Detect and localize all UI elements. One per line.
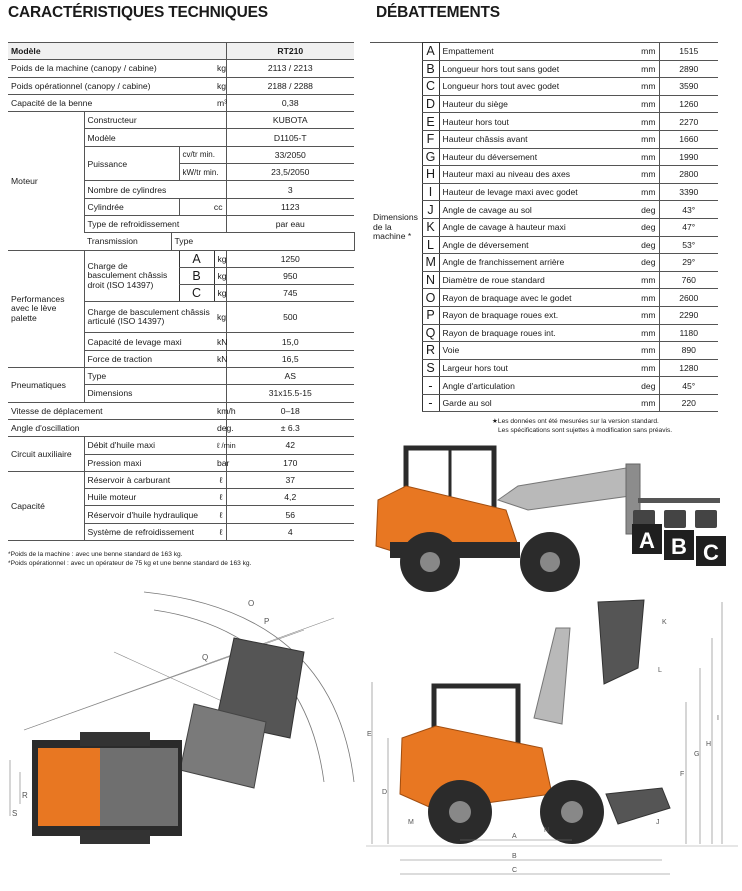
spec-label: Poids opérationnel (canopy / cabine) <box>8 77 214 94</box>
dim-label: B <box>512 853 517 860</box>
spec-value: par eau <box>226 215 354 232</box>
note: ★Les données ont été mesurées sur la version standard. <box>492 418 659 425</box>
dim-letter: L <box>422 236 439 254</box>
dim-label: G <box>694 751 700 758</box>
dim-letter: O <box>422 289 439 307</box>
dim-value: 220 <box>659 394 718 412</box>
dim-value: 1180 <box>659 324 718 342</box>
table-row <box>370 306 718 324</box>
spec-label: Angle d'oscillation <box>8 419 214 436</box>
spec-unit: ℓ /min <box>214 437 226 454</box>
table-row <box>370 394 718 412</box>
table-row <box>370 78 718 96</box>
spec-value: 1250 <box>226 250 354 267</box>
spec-label: Vitesse de déplacement <box>8 402 214 419</box>
dim-label: Voie <box>439 342 621 360</box>
footnote: *Poids de la machine : avec une benne standard de 163 kg. <box>8 551 183 558</box>
table-row <box>370 43 718 61</box>
dim-label: Diamètre de roue standard <box>439 271 621 289</box>
dim-label: Hauteur maxi au niveau des axes <box>439 166 621 184</box>
dim-letter: R <box>422 342 439 360</box>
dim-letter: N <box>422 271 439 289</box>
footnotes <box>8 551 251 568</box>
dim-label: Angle de franchissement arrière <box>439 254 621 272</box>
dim-value: 760 <box>659 271 718 289</box>
model-label: Modèle <box>8 43 226 60</box>
dim-unit: mm <box>621 43 659 61</box>
table-row <box>370 183 718 201</box>
dim-label: E <box>367 731 372 738</box>
specs-table <box>8 42 354 541</box>
dim-value: 2290 <box>659 306 718 324</box>
table-row <box>8 60 354 77</box>
spec-unit: kg <box>214 285 226 302</box>
spec-label: Poids de la machine (canopy / cabine) <box>8 60 214 77</box>
group-label: Circuit auxiliaire <box>8 437 84 472</box>
table-row <box>8 368 354 385</box>
spec-value: 37 <box>226 471 354 488</box>
dim-label: Rayon de braquage roues ext. <box>439 306 621 324</box>
spec-unit: cv/tr min. <box>179 146 226 163</box>
load-letter: B <box>179 267 214 284</box>
dim-unit: mm <box>621 95 659 113</box>
dim-unit: deg <box>621 377 659 395</box>
dim-unit: mm <box>621 60 659 78</box>
dim-value: 53° <box>659 236 718 254</box>
loader-pallet-fork-figure <box>368 438 734 598</box>
table-row <box>8 402 354 419</box>
dim-label: Largeur hors tout <box>439 359 621 377</box>
spec-unit: kN <box>214 350 226 367</box>
dim-unit: deg <box>621 201 659 219</box>
table-row <box>8 471 354 488</box>
spec-label: Force de traction <box>84 350 214 367</box>
table-row <box>8 250 354 267</box>
group-label: Performances avec le lève palette <box>8 250 84 367</box>
table-row <box>370 95 718 113</box>
dim-label: F <box>680 771 685 778</box>
table-row <box>8 437 354 454</box>
dim-unit: mm <box>621 166 659 184</box>
dim-label: Hauteur de levage maxi avec godet <box>439 183 621 201</box>
spec-unit: kW/tr min. <box>179 164 226 181</box>
dim-value: 890 <box>659 342 718 360</box>
group-label: Dimensions de la machine * <box>373 212 418 242</box>
spec-label: Type de refroidissement <box>84 215 226 232</box>
spec-unit: deg. <box>214 419 226 436</box>
spec-label: Constructeur <box>84 112 226 129</box>
dim-letter: S <box>422 359 439 377</box>
dim-label: R <box>22 791 28 800</box>
spec-label: Pression maxi <box>84 454 214 471</box>
spec-unit: kg <box>214 250 226 267</box>
dim-value: 47° <box>659 218 718 236</box>
spec-label: Capacité de levage maxi <box>84 333 214 350</box>
dim-value: 1990 <box>659 148 718 166</box>
spec-value: 745 <box>226 285 354 302</box>
table-row <box>8 94 354 111</box>
dim-letter: G <box>422 148 439 166</box>
dim-value: 2600 <box>659 289 718 307</box>
spec-label: Capacité de la benne <box>8 94 214 111</box>
table-row <box>370 342 718 360</box>
spec-unit: kN <box>214 333 226 350</box>
table-row <box>370 130 718 148</box>
group-label: Pneumatiques <box>8 368 84 403</box>
dim-label: O <box>248 599 255 608</box>
dimension-notes <box>492 418 672 435</box>
spec-label: Réservoir à carburant <box>84 471 214 488</box>
dim-unit: mm <box>621 271 659 289</box>
table-row <box>370 60 718 78</box>
dim-value: 1280 <box>659 359 718 377</box>
page-title-dimensions: DÉBATTEMENTS <box>376 4 500 21</box>
dim-value: 2270 <box>659 113 718 131</box>
dim-letter: F <box>422 130 439 148</box>
dim-unit: mm <box>621 306 659 324</box>
dim-label: Garde au sol <box>439 394 621 412</box>
table-row <box>8 77 354 94</box>
table-row <box>370 289 718 307</box>
dim-value: 2890 <box>659 60 718 78</box>
dim-value: 45° <box>659 377 718 395</box>
dim-letter: - <box>422 394 439 412</box>
dim-label: Empattement <box>439 43 621 61</box>
dim-label: D <box>382 789 388 796</box>
dim-value: 3590 <box>659 78 718 96</box>
dim-label: P <box>264 617 270 626</box>
spec-value: 500 <box>226 302 354 333</box>
dim-unit: mm <box>621 113 659 131</box>
spec-unit: ℓ <box>214 506 226 523</box>
dim-value: 1660 <box>659 130 718 148</box>
dim-value: 2800 <box>659 166 718 184</box>
dimensions-table <box>370 42 718 412</box>
spec-value: 15,0 <box>226 333 354 350</box>
load-letter: C <box>179 285 214 302</box>
spec-label: Type <box>84 368 226 385</box>
model-value: RT210 <box>226 43 354 60</box>
dim-unit: mm <box>621 289 659 307</box>
table-row <box>370 166 718 184</box>
dim-letter: H <box>422 166 439 184</box>
dim-letter: E <box>422 113 439 131</box>
table-row <box>370 377 718 395</box>
table-row <box>370 236 718 254</box>
table-row <box>8 43 354 60</box>
table-row <box>8 419 354 436</box>
dim-letter: D <box>422 95 439 113</box>
dim-unit: mm <box>621 359 659 377</box>
side-dimensions-figure <box>366 598 738 884</box>
dim-unit: mm <box>621 394 659 412</box>
spec-unit: kg <box>214 77 226 94</box>
dim-label: Angle de cavage à hauteur maxi <box>439 218 621 236</box>
spec-label: Puissance <box>84 146 179 181</box>
spec-unit: m³ <box>214 94 226 111</box>
spec-value: 31x15.5-15 <box>226 385 354 402</box>
table-row <box>370 201 718 219</box>
spec-label: Charge de basculement châssis droit (ISO 14397) <box>84 250 179 302</box>
spec-value: 2188 / 2288 <box>226 77 354 94</box>
dim-label: Hauteur du siège <box>439 95 621 113</box>
spec-label: Modèle <box>84 129 226 146</box>
dim-label: A <box>512 833 517 840</box>
dim-letter: B <box>422 60 439 78</box>
dim-label: Hauteur du déversement <box>439 148 621 166</box>
spec-label: Cylindrée <box>84 198 179 215</box>
dim-label: I <box>717 715 719 722</box>
spec-value: 16,5 <box>226 350 354 367</box>
spec-unit: kg <box>214 302 226 333</box>
spec-unit: kg <box>214 60 226 77</box>
spec-label: Charge de basculement châssis articulé (ISO 14397) <box>84 302 214 333</box>
dim-letter: K <box>422 218 439 236</box>
spec-value: 4 <box>226 523 354 540</box>
spec-unit: ℓ <box>214 523 226 540</box>
dim-label: Rayon de braquage avec le godet <box>439 289 621 307</box>
spec-label: Type <box>171 233 354 250</box>
dim-letter: M <box>422 254 439 272</box>
table-row <box>370 359 718 377</box>
spec-value: 2113 / 2213 <box>226 60 354 77</box>
spec-label: Nombre de cylindres <box>84 181 226 198</box>
spec-value: D1105-T <box>226 129 354 146</box>
dim-letter: I <box>422 183 439 201</box>
dim-letter: Q <box>422 324 439 342</box>
spec-value: 0–18 <box>226 402 354 419</box>
spec-label: Huile moteur <box>84 489 214 506</box>
dim-unit: deg <box>621 218 659 236</box>
dim-label: J <box>656 819 660 826</box>
dim-label: Longueur hors tout avec godet <box>439 78 621 96</box>
spec-unit: cc <box>179 198 226 215</box>
page-title-specs: CARACTÉRISTIQUES TECHNIQUES <box>8 4 268 21</box>
dim-letter: A <box>422 43 439 61</box>
table-row <box>370 113 718 131</box>
dim-unit: deg <box>621 236 659 254</box>
dim-label: L <box>658 667 662 674</box>
spec-label: Débit d'huile maxi <box>84 437 214 454</box>
spec-value: 3 <box>226 181 354 198</box>
dim-label: Hauteur châssis avant <box>439 130 621 148</box>
table-row <box>370 324 718 342</box>
spec-value: 4,2 <box>226 489 354 506</box>
table-row <box>8 112 354 129</box>
dim-value: 29° <box>659 254 718 272</box>
spec-unit: ℓ <box>214 471 226 488</box>
dim-value: 1515 <box>659 43 718 61</box>
dim-value: 3390 <box>659 183 718 201</box>
dim-letter: C <box>422 78 439 96</box>
dim-label: Longueur hors tout sans godet <box>439 60 621 78</box>
dim-label: S <box>12 809 18 818</box>
spec-unit: km/h <box>214 402 226 419</box>
table-row <box>370 218 718 236</box>
dim-letter: - <box>422 377 439 395</box>
spec-value: 33/2050 <box>226 146 354 163</box>
dim-label: K <box>662 619 667 626</box>
dim-letter: J <box>422 201 439 219</box>
dim-value: 43° <box>659 201 718 219</box>
dim-unit: mm <box>621 78 659 96</box>
spec-label: Système de refroidissement <box>84 523 214 540</box>
spec-value: AS <box>226 368 354 385</box>
dim-label: Angle d'articulation <box>439 377 621 395</box>
dim-label: Hauteur hors tout <box>439 113 621 131</box>
group-label: Transmission <box>84 233 171 250</box>
load-letter: A <box>179 250 214 267</box>
dim-unit: mm <box>621 148 659 166</box>
letter-a: A <box>639 528 655 553</box>
dim-label: Q <box>202 653 209 662</box>
spec-value: 0,38 <box>226 94 354 111</box>
note: Les spécifications sont sujettes à modification sans préavis. <box>498 426 673 434</box>
spec-value: 170 <box>226 454 354 471</box>
dim-value: 1260 <box>659 95 718 113</box>
dim-unit: mm <box>621 183 659 201</box>
dim-label: Angle de déversement <box>439 236 621 254</box>
dim-unit: deg <box>621 254 659 272</box>
table-row <box>370 148 718 166</box>
letter-c: C <box>703 540 719 565</box>
spec-value: 1123 <box>226 198 354 215</box>
dim-label: H <box>706 741 712 748</box>
spec-unit: kg <box>214 267 226 284</box>
spec-value: ± 6.3 <box>226 419 354 436</box>
dim-unit: mm <box>621 324 659 342</box>
spec-label: Réservoir d'huile hydraulique <box>84 506 214 523</box>
dim-unit: mm <box>621 342 659 360</box>
group-label: Capacité <box>8 471 84 540</box>
dim-label: N <box>544 827 550 834</box>
letter-b: B <box>671 534 687 559</box>
footnote: *Poids opérationnel : avec un opérateur de 75 kg et une benne standard de 163 kg. <box>8 559 252 567</box>
spec-unit: ℓ <box>214 489 226 506</box>
spec-unit: bar <box>214 454 226 471</box>
dim-label: Angle de cavage au sol <box>439 201 621 219</box>
spec-label: Dimensions <box>84 385 226 402</box>
turning-radius-figure <box>4 582 364 882</box>
spec-value: 42 <box>226 437 354 454</box>
spec-value: 23,5/2050 <box>226 164 354 181</box>
spec-value: 950 <box>226 267 354 284</box>
table-row <box>370 271 718 289</box>
dim-label: Rayon de braquage roues int. <box>439 324 621 342</box>
dim-unit: mm <box>621 130 659 148</box>
dim-label: C <box>512 867 518 874</box>
table-row <box>370 254 718 272</box>
dim-letter: P <box>422 306 439 324</box>
spec-value: 56 <box>226 506 354 523</box>
spec-value: KUBOTA <box>226 112 354 129</box>
group-label: Moteur <box>8 112 84 250</box>
dim-label: M <box>408 819 414 826</box>
